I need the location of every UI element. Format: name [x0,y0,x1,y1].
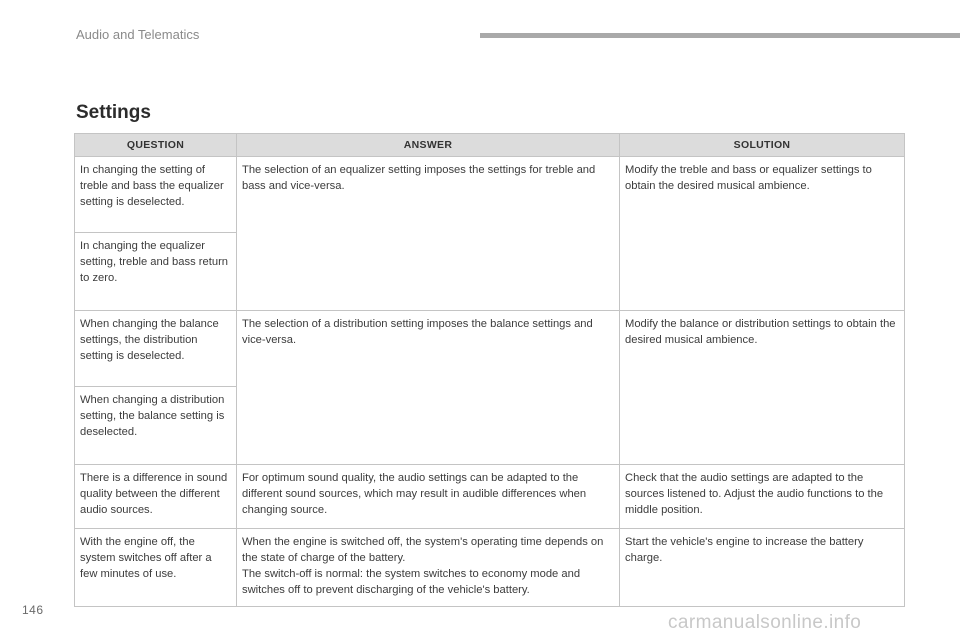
table-row [75,157,905,233]
page-number: 146 [22,603,44,617]
table-row [75,311,905,387]
answer-line: When the engine is switched off, the system's operating time depends on the state of charge of the battery. [242,536,604,564]
solution-cell: Modify the balance or distribution settings to obtain the desired musical ambience. [620,311,905,465]
question-cell: There is a difference in sound quality between the different audio sources. [75,465,237,529]
table-row [75,529,905,607]
solution-cell: Check that the audio settings are adapted to the sources listened to. Adjust the audio functions to the middle position. [620,465,905,529]
watermark-text: carmanualsonline.info [668,612,862,633]
column-header-question: QUESTION [75,134,237,157]
header-divider-bar [480,33,960,38]
chapter-title: Audio and Telematics [76,27,200,42]
answer-line: The switch-off is normal: the system switches to economy mode and switches off to prevent discharging of the vehicle's battery. [242,568,581,596]
table-header-row [75,134,905,157]
answer-cell [237,529,620,607]
question-cell: With the engine off, the system switches off after a few minutes of use. [75,529,237,607]
column-header-answer: ANSWER [237,134,620,157]
table-row [75,465,905,529]
answer-cell: The selection of an equalizer setting imposes the settings for treble and bass and vice-versa. [237,157,620,311]
solution-cell: Modify the treble and bass or equalizer settings to obtain the desired musical ambience. [620,157,905,311]
solution-cell: Start the vehicle's engine to increase the battery charge. [620,529,905,607]
question-cell: In changing the setting of treble and bass the equalizer setting is deselected. [75,157,237,233]
answer-cell: For optimum sound quality, the audio settings can be adapted to the different sound sources, which may result in audible differences when changing source. [237,465,620,529]
section-title: Settings [76,102,151,123]
answer-cell: The selection of a distribution setting imposes the balance settings and vice-versa. [237,311,620,465]
question-cell: In changing the equalizer setting, treble and bass return to zero. [75,233,237,311]
faq-table [74,133,905,607]
question-cell: When changing the balance settings, the distribution setting is deselected. [75,311,237,387]
column-header-solution: SOLUTION [620,134,905,157]
question-cell: When changing a distribution setting, the balance setting is deselected. [75,387,237,465]
